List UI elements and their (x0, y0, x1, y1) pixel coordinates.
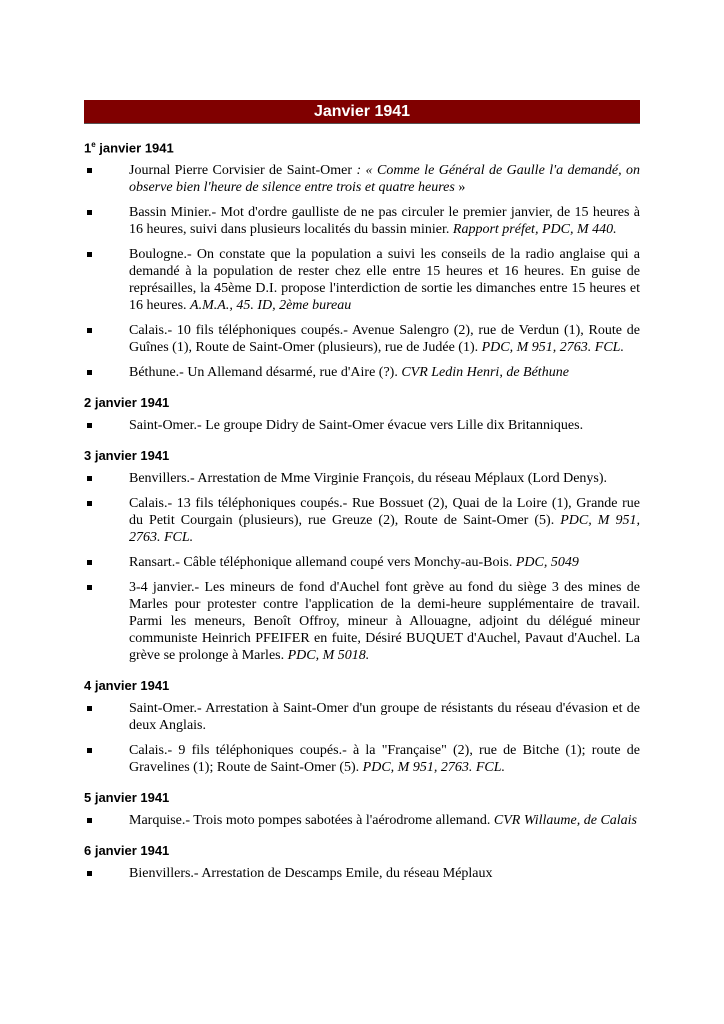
entry-text: Benvillers.- Arrestation de Mme Virginie François, du réseau Méplaux (Lord Denys). (129, 471, 608, 487)
square-bullet-icon (87, 501, 92, 506)
square-bullet-icon (87, 560, 92, 565)
date-superscript: e (91, 140, 96, 149)
list-item (84, 700, 640, 734)
source-reference: Rapport préfet, PDC, M 440. (452, 222, 617, 238)
entry-text: Marquise.- Trois moto pompes sabotées à l'aérodrome allemand. (129, 813, 494, 829)
document-page (84, 100, 640, 882)
entry-text: Calais.- 10 fils téléphoniques coupés.- Avenue Salengro (2), rue de Verdun (1), Route de Guînes (1), Route de Saint-Omer (plusieurs), rue de Judée (1). (129, 323, 640, 356)
source-reference: CVR Ledin Henri, de Béthune (401, 365, 569, 381)
date-heading (84, 137, 640, 156)
list-item (84, 742, 640, 776)
list-item (84, 322, 640, 356)
date-heading (84, 395, 640, 411)
entry-text: Calais.- 13 fils téléphoniques coupés.- Rue Bossuet (2), Quai de la Loire (1), Grande rue du Petit Courgain (plusieurs), rue Greuze (2), Route de Saint-Omer (5). (129, 496, 640, 529)
source-reference: PDC, M 5018. (287, 648, 370, 664)
source-reference: : « Comme le Général de Gaulle l'a demandé, on observe bien l'heure de silence entre trois et quatre heures (129, 163, 640, 196)
list-item (84, 579, 640, 664)
list-item (84, 554, 640, 571)
square-bullet-icon (87, 252, 92, 257)
date-heading-text: 2 janvier 1941 (84, 395, 170, 411)
list-item (84, 417, 640, 434)
square-bullet-icon (87, 585, 92, 590)
entry-text: Béthune.- Un Allemand désarmé, rue d'Aire (?). (129, 365, 402, 381)
square-bullet-icon (87, 370, 92, 375)
entry-text: Calais.- 9 fils téléphoniques coupés.- à la "Française" (2), rue de Bitche (1); route de Gravelines (1); Route de Saint-Omer (5). (129, 743, 640, 776)
source-reference: PDC, M 951, 2763. FCL. (129, 513, 640, 546)
list-item (84, 865, 640, 882)
entry-text: Boulogne.- On constate que la population a suivi les conseils de la radio anglaise qui a demandé à la population de rester chez elle entre 15 heures et 16 heures. En guise de représailles, la 45ème D.I. propose l'interdiction de sortie les dimanches entre 15 heures et 16 heures. (129, 247, 640, 314)
entry-text: Saint-Omer.- Arrestation à Saint-Omer d'un groupe de résistants du réseau d'évasion et de deux Anglais. (129, 701, 640, 734)
source-reference: PDC, M 951, 2763. FCL. (481, 340, 624, 356)
source-reference: PDC, 5049 (515, 555, 579, 571)
date-heading (84, 790, 640, 806)
square-bullet-icon (87, 168, 92, 173)
square-bullet-icon (87, 476, 92, 481)
list-item (84, 470, 640, 487)
square-bullet-icon (87, 706, 92, 711)
date-heading-text: 4 janvier 1941 (84, 678, 170, 694)
date-heading-text: 5 janvier 1941 (84, 790, 170, 806)
date-heading-text: 1 (84, 140, 92, 156)
date-heading (84, 678, 640, 694)
entry-text: Journal Pierre Corvisier de Saint-Omer (129, 163, 353, 179)
date-heading-rest: janvier 1941 (95, 140, 174, 156)
source-reference: CVR Willaume, de Calais (493, 813, 638, 829)
square-bullet-icon (87, 818, 92, 823)
entry-text: Saint-Omer.- Le groupe Didry de Saint-Omer évacue vers Lille dix Britanniques. (129, 418, 584, 434)
entry-text: Bassin Minier.- Mot d'ordre gaulliste de ne pas circuler le premier janvier, de 15 heures à 16 heures, suivi dans plusieurs localités du bassin minier. (129, 205, 640, 238)
list-item (84, 812, 640, 829)
list-item (84, 162, 640, 196)
date-heading (84, 843, 640, 859)
chronology (84, 137, 640, 882)
list-item (84, 364, 640, 381)
entry-text: » (454, 180, 466, 196)
source-reference: A.M.A., 45. ID, 2ème bureau (190, 298, 352, 314)
list-item (84, 495, 640, 546)
month-banner: Janvier 1941 (84, 100, 640, 123)
square-bullet-icon (87, 423, 92, 428)
entry-text: Ransart.- Câble téléphonique allemand coupé vers Monchy-au-Bois. (129, 555, 516, 571)
date-heading-text: 6 janvier 1941 (84, 843, 170, 859)
square-bullet-icon (87, 748, 92, 753)
date-heading-text: 3 janvier 1941 (84, 448, 170, 464)
list-item (84, 246, 640, 314)
date-heading (84, 448, 640, 464)
source-reference: PDC, M 951, 2763. FCL. (362, 760, 505, 776)
square-bullet-icon (87, 328, 92, 333)
entry-text: Bienvillers.- Arrestation de Descamps Emile, du réseau Méplaux (129, 866, 493, 882)
list-item (84, 204, 640, 238)
square-bullet-icon (87, 210, 92, 215)
square-bullet-icon (87, 871, 92, 876)
entry-text: 3-4 janvier.- Les mineurs de fond d'Auchel font grève au fond du siège 3 des mines de Marles pour protester contre l'application de la demi-heure supplémentaire de travail. Parmi les meneurs, Benoît Offroy, mineur à Allouagne, adjoint du délégué mineur communiste Heinrich PFEIFER en fuite, Désiré BUQUET d'Auchel, Pavaut d'Auchel. La grève se prolonge à Marles. (129, 580, 640, 664)
